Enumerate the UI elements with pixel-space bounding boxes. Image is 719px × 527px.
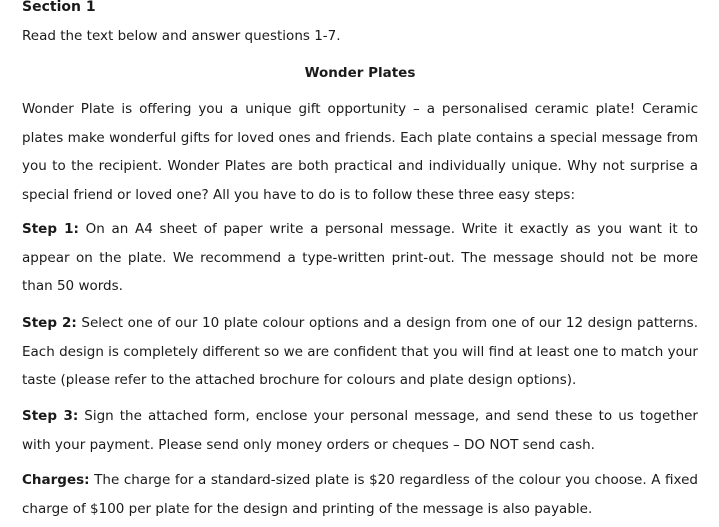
section-title: Section 1 [22,0,96,15]
step-2-text: Select one of our 10 plate colour options and a design from one of our 12 design patterns. Each design is completely different so we are confident that you will find at least one to match your taste (please refer to the attached brochure for colours and plate design options). [22,315,698,389]
charges-text: The charge for a standard-sized plate is $20 regardless of the colour you choose. A fixed charge of $100 per plate for the design and printing of the message is also payable. [22,472,699,517]
article-title: Wonder Plates [304,65,416,81]
step-1-paragraph [22,215,698,301]
step-3-label: Step 3: [22,408,79,424]
charges-paragraph [22,466,698,523]
intro-paragraph: Wonder Plate is offering you a unique gift opportunity – a personalised ceramic plate! Ceramic plates make wonderful gifts for loved ones and friends. Each plate contains a special message from you to the recipient. Wonder Plates are both practical and individually unique. Why not surprise a special friend or loved one? All you have to do is to follow these three easy steps: [22,101,698,204]
step-2-paragraph [22,309,698,395]
step-3-text: Sign the attached form, enclose your personal message, and send these to us together with your payment. Please send only money orders or cheques – DO NOT send cash. [22,408,698,453]
charges-label: Charges: [22,472,90,488]
section-instructions: Read the text below and answer questions 1-7. [22,28,341,44]
step-1-text: On an A4 sheet of paper write a personal message. Write it exactly as you want it to appear on the plate. We recommend a type-written print-out. The message should not be more than 50 words. [22,221,698,295]
step-3-paragraph [22,402,698,459]
step-1-label: Step 1: [22,221,79,237]
step-2-label: Step 2: [22,315,77,331]
